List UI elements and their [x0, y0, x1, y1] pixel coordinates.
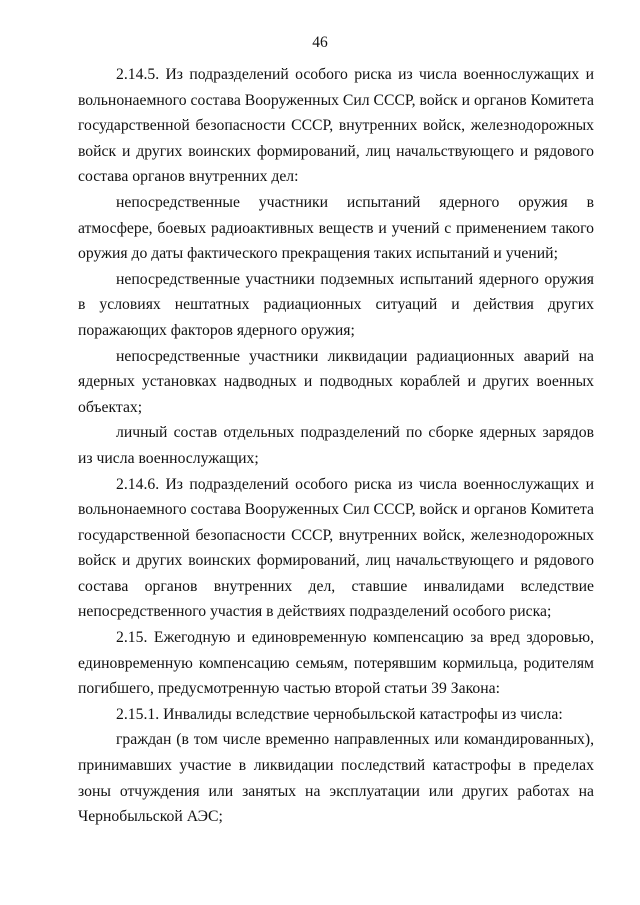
paragraph-2-15-1: 2.15.1. Инвалиды вследствие чернобыльской катастрофы из числа:: [116, 705, 563, 723]
paragraph-atmospheric-tests: непосредственные участники испытаний ядерного оружия в атмосфере, боевых радиоактивных веществ и учений с применением такого оружия до даты фактического прекращения таких испытаний и учений;: [78, 193, 594, 263]
document-body: [78, 62, 594, 830]
paragraph-2-15: 2.15. Ежегодную и единовременную компенсацию за вред здоровью, единовременную компенсацию семьям, потерявшим кормильца, родителям погибшего, предусмотренную частью второй статьи 39 Закона:: [78, 629, 594, 698]
paragraph-2-14-5: 2.14.5. Из подразделений особого риска из числа военнослужащих и вольнонаемного состава Вооруженных Сил СССР, войск и органов Комитета государственной безопасности СССР, внутренних войск, железнодорожных войск и других воинских формирований, лиц начальствующего и рядового состава органов внутренних дел:: [78, 66, 594, 186]
paragraph-underground-tests: непосредственные участники подземных испытаний ядерного оружия в условиях нештатных радиационных ситуаций и действия других поражающих факторов ядерного оружия;: [78, 270, 594, 339]
paragraph-accident-liquidation: непосредственные участники ликвидации радиационных аварий на ядерных установках надводных и подводных кораблей и других военных объектах;: [78, 347, 594, 416]
page-number: 46: [312, 34, 328, 51]
paragraph-2-14-6: 2.14.6. Из подразделений особого риска из числа военнослужащих и вольнонаемного состава Вооруженных Сил СССР, войск и органов Комитета государственной безопасности СССР, внутренних войск, железнодорожных войск и других воинских формирований, лиц начальствующего и рядового состава органов внутренних дел, ставшие инвалидами вследствие непосредственного участия в действиях подразделений особого риска;: [78, 475, 594, 621]
paragraph-assembly-personnel: личный состав отдельных подразделений по сборке ядерных зарядов из числа военнослужащих;: [78, 424, 594, 467]
paragraph-chernobyl-participants: граждан (в том числе временно направленных или командированных), принимавших участие в ликвидации последствий катастрофы в пределах зоны отчуждения или занятых на эксплуатации или других работах на Чернобыльской АЭС;: [78, 731, 594, 826]
